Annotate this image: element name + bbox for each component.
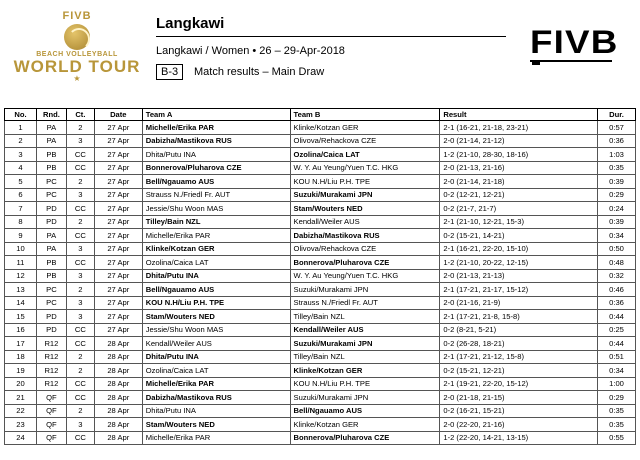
title-divider bbox=[156, 36, 506, 37]
cell-date: 27 Apr bbox=[94, 161, 142, 175]
cell-duration: 1:00 bbox=[598, 377, 636, 391]
cell-duration: 0:44 bbox=[598, 337, 636, 351]
table-row bbox=[5, 134, 636, 148]
cell-duration: 0:57 bbox=[598, 121, 636, 135]
cell-result: 2-1 (21-10, 12-21, 15-3) bbox=[440, 215, 598, 229]
cell-team-a: Tilley/Bain NZL bbox=[142, 215, 290, 229]
cell-team-a: Michelle/Erika PAR bbox=[142, 121, 290, 135]
cell-result: 2-0 (21-13, 21-16) bbox=[440, 161, 598, 175]
col-header-date: Date bbox=[94, 109, 142, 121]
cell-date: 27 Apr bbox=[94, 215, 142, 229]
cell-round: QF bbox=[36, 431, 66, 445]
cell-duration: 0:32 bbox=[598, 269, 636, 283]
table-row bbox=[5, 323, 636, 337]
cell-date: 27 Apr bbox=[94, 229, 142, 243]
cell-match-number: 20 bbox=[5, 377, 37, 391]
cell-team-b: W. Y. Au Yeung/Yuen T.C. HKG bbox=[290, 161, 440, 175]
table-row bbox=[5, 391, 636, 405]
cell-duration: 0:29 bbox=[598, 391, 636, 405]
col-header-result: Result bbox=[440, 109, 598, 121]
cell-result: 2-0 (21-13, 21-13) bbox=[440, 269, 598, 283]
cell-round: PA bbox=[36, 229, 66, 243]
cell-duration: 0:46 bbox=[598, 283, 636, 297]
cell-court: 2 bbox=[66, 121, 94, 135]
cell-team-b: Bonnerova/Pluharova CZE bbox=[290, 431, 440, 445]
cell-duration: 0:35 bbox=[598, 404, 636, 418]
cell-round: PB bbox=[36, 269, 66, 283]
cell-match-number: 24 bbox=[5, 431, 37, 445]
cell-match-number: 7 bbox=[5, 202, 37, 216]
cell-result: 0-2 (26-28, 18-21) bbox=[440, 337, 598, 351]
cell-duration: 1:03 bbox=[598, 148, 636, 162]
cell-date: 28 Apr bbox=[94, 418, 142, 432]
cell-team-b: Bell/Ngauamo AUS bbox=[290, 404, 440, 418]
cell-result: 2-1 (19-21, 22-20, 15-12) bbox=[440, 377, 598, 391]
cell-court: 3 bbox=[66, 296, 94, 310]
cell-result: 2-0 (22-20, 21-16) bbox=[440, 418, 598, 432]
cell-result: 1-2 (21-10, 20-22, 12-15) bbox=[440, 256, 598, 270]
cell-date: 27 Apr bbox=[94, 256, 142, 270]
cell-team-a: Michelle/Erika PAR bbox=[142, 377, 290, 391]
cell-duration: 0:39 bbox=[598, 215, 636, 229]
cell-round: PD bbox=[36, 202, 66, 216]
cell-match-number: 1 bbox=[5, 121, 37, 135]
cell-duration: 0:24 bbox=[598, 202, 636, 216]
cell-result: 2-1 (17-21, 21-12, 15-8) bbox=[440, 350, 598, 364]
volleyball-icon bbox=[64, 24, 90, 50]
table-row bbox=[5, 215, 636, 229]
cell-team-a: Dhita/Putu INA bbox=[142, 269, 290, 283]
cell-result: 0-2 (15-21, 14-21) bbox=[440, 229, 598, 243]
table-row bbox=[5, 256, 636, 270]
cell-team-b: Kendall/Weiler AUS bbox=[290, 323, 440, 337]
cell-match-number: 17 bbox=[5, 337, 37, 351]
cell-court: 2 bbox=[66, 175, 94, 189]
cell-team-b: Suzuki/Murakami JPN bbox=[290, 188, 440, 202]
cell-team-a: Ozolina/Caica LAT bbox=[142, 256, 290, 270]
page-title: Langkawi bbox=[156, 15, 225, 32]
table-row bbox=[5, 121, 636, 135]
fivb-logo-mark bbox=[532, 62, 540, 65]
cell-team-b: Kendall/Weiler AUS bbox=[290, 215, 440, 229]
cell-team-b: Olivova/Rehackova CZE bbox=[290, 242, 440, 256]
cell-match-number: 22 bbox=[5, 404, 37, 418]
cell-team-a: Michelle/Erika PAR bbox=[142, 431, 290, 445]
col-header-team-a: Team A bbox=[142, 109, 290, 121]
cell-duration: 0:34 bbox=[598, 229, 636, 243]
cell-team-b: Suzuki/Murakami JPN bbox=[290, 337, 440, 351]
cell-result: 2-1 (17-21, 21-17, 15-12) bbox=[440, 283, 598, 297]
cell-court: CC bbox=[66, 337, 94, 351]
cell-round: PC bbox=[36, 283, 66, 297]
table-row bbox=[5, 418, 636, 432]
cell-team-a: Dhita/Putu INA bbox=[142, 404, 290, 418]
cell-court: CC bbox=[66, 161, 94, 175]
cell-court: 2 bbox=[66, 404, 94, 418]
cell-team-a: Michelle/Erika PAR bbox=[142, 229, 290, 243]
cell-result: 0-2 (12-21, 12-21) bbox=[440, 188, 598, 202]
cell-duration: 0:36 bbox=[598, 296, 636, 310]
cell-match-number: 3 bbox=[5, 148, 37, 162]
table-row bbox=[5, 404, 636, 418]
table-row bbox=[5, 161, 636, 175]
cell-court: 3 bbox=[66, 310, 94, 324]
beach-volleyball-world-tour-logo bbox=[6, 10, 148, 92]
cell-round: R12 bbox=[36, 364, 66, 378]
col-header-round: Rnd. bbox=[36, 109, 66, 121]
cell-match-number: 21 bbox=[5, 391, 37, 405]
cell-round: PB bbox=[36, 148, 66, 162]
cell-match-number: 8 bbox=[5, 215, 37, 229]
cell-round: PC bbox=[36, 175, 66, 189]
table-row bbox=[5, 350, 636, 364]
cell-match-number: 12 bbox=[5, 269, 37, 283]
cell-team-b: Suzuki/Murakami JPN bbox=[290, 283, 440, 297]
cell-team-b: Stam/Wouters NED bbox=[290, 202, 440, 216]
cell-match-number: 18 bbox=[5, 350, 37, 364]
cell-round: PD bbox=[36, 310, 66, 324]
cell-result: 1-2 (22-20, 14-21, 13-15) bbox=[440, 431, 598, 445]
table-row bbox=[5, 202, 636, 216]
table-row bbox=[5, 377, 636, 391]
cell-match-number: 10 bbox=[5, 242, 37, 256]
table-row bbox=[5, 242, 636, 256]
cell-team-a: Bell/Ngauamo AUS bbox=[142, 283, 290, 297]
cell-date: 27 Apr bbox=[94, 188, 142, 202]
cell-date: 28 Apr bbox=[94, 350, 142, 364]
cell-date: 27 Apr bbox=[94, 296, 142, 310]
cell-team-b: Tilley/Bain NZL bbox=[290, 350, 440, 364]
cell-round: PA bbox=[36, 121, 66, 135]
cell-date: 28 Apr bbox=[94, 431, 142, 445]
table-row bbox=[5, 188, 636, 202]
table-row bbox=[5, 148, 636, 162]
cell-team-a: Jessie/Shu Woon MAS bbox=[142, 323, 290, 337]
table-row bbox=[5, 364, 636, 378]
cell-result: 0-2 (21-7, 21-7) bbox=[440, 202, 598, 216]
cell-court: CC bbox=[66, 377, 94, 391]
cell-team-b: W. Y. Au Yeung/Yuen T.C. HKG bbox=[290, 269, 440, 283]
cell-match-number: 5 bbox=[5, 175, 37, 189]
cell-court: CC bbox=[66, 202, 94, 216]
cell-team-a: KOU N.H/Liu P.H. TPE bbox=[142, 296, 290, 310]
cell-court: CC bbox=[66, 256, 94, 270]
cell-date: 27 Apr bbox=[94, 175, 142, 189]
cell-round: PB bbox=[36, 256, 66, 270]
cell-date: 27 Apr bbox=[94, 242, 142, 256]
col-header-no: No. bbox=[5, 109, 37, 121]
cell-team-b: Olivova/Rehackova CZE bbox=[290, 134, 440, 148]
cell-duration: 0:48 bbox=[598, 256, 636, 270]
cell-round: PA bbox=[36, 134, 66, 148]
cell-result: 2-0 (21-14, 21-12) bbox=[440, 134, 598, 148]
cell-team-a: Dabizha/Mastikova RUS bbox=[142, 391, 290, 405]
cell-court: 2 bbox=[66, 350, 94, 364]
cell-date: 28 Apr bbox=[94, 391, 142, 405]
cell-round: PC bbox=[36, 296, 66, 310]
fivb-logo-underline bbox=[530, 60, 612, 62]
cell-date: 27 Apr bbox=[94, 323, 142, 337]
cell-result: 2-0 (21-18, 21-15) bbox=[440, 391, 598, 405]
logo-fivb-text: FIVB bbox=[62, 10, 92, 22]
cell-duration: 0:39 bbox=[598, 175, 636, 189]
cell-duration: 0:25 bbox=[598, 323, 636, 337]
cell-date: 28 Apr bbox=[94, 404, 142, 418]
cell-team-a: Bonnerova/Pluharova CZE bbox=[142, 161, 290, 175]
cell-result: 1-2 (21-10, 28-30, 18-16) bbox=[440, 148, 598, 162]
logo-line1: BEACH VOLLEYBALL bbox=[36, 51, 118, 58]
cell-team-b: Bonnerova/Pluharova CZE bbox=[290, 256, 440, 270]
cell-result: 0-2 (15-21, 12-21) bbox=[440, 364, 598, 378]
cell-match-number: 19 bbox=[5, 364, 37, 378]
cell-team-b: Klinke/Kotzan GER bbox=[290, 418, 440, 432]
cell-team-b: Dabizha/Mastikova RUS bbox=[290, 229, 440, 243]
table-header-row bbox=[5, 109, 636, 121]
table-row bbox=[5, 229, 636, 243]
cell-team-a: Stam/Wouters NED bbox=[142, 310, 290, 324]
cell-round: R12 bbox=[36, 350, 66, 364]
table-row bbox=[5, 269, 636, 283]
cell-match-number: 15 bbox=[5, 310, 37, 324]
cell-team-b: Klinke/Kotzan GER bbox=[290, 364, 440, 378]
cell-result: 2-1 (16-21, 22-20, 15-10) bbox=[440, 242, 598, 256]
cell-date: 28 Apr bbox=[94, 364, 142, 378]
document-description: Match results – Main Draw bbox=[194, 66, 325, 78]
cell-team-b: Klinke/Kotzan GER bbox=[290, 121, 440, 135]
col-header-team-b: Team B bbox=[290, 109, 440, 121]
event-subtitle: Langkawi / Women • 26 – 29-Apr-2018 bbox=[156, 45, 345, 57]
cell-match-number: 16 bbox=[5, 323, 37, 337]
cell-duration: 0:35 bbox=[598, 161, 636, 175]
cell-match-number: 11 bbox=[5, 256, 37, 270]
cell-round: PD bbox=[36, 215, 66, 229]
cell-team-a: Ozolina/Caica LAT bbox=[142, 364, 290, 378]
cell-round: PB bbox=[36, 161, 66, 175]
cell-team-b: KOU N.H/Liu P.H. TPE bbox=[290, 175, 440, 189]
fivb-logo: FIVB bbox=[530, 24, 619, 60]
cell-result: 2-1 (16-21, 21-18, 23-21) bbox=[440, 121, 598, 135]
cell-duration: 0:44 bbox=[598, 310, 636, 324]
table-row bbox=[5, 296, 636, 310]
cell-match-number: 14 bbox=[5, 296, 37, 310]
table-row bbox=[5, 175, 636, 189]
cell-court: 3 bbox=[66, 242, 94, 256]
cell-date: 27 Apr bbox=[94, 134, 142, 148]
cell-round: PD bbox=[36, 323, 66, 337]
cell-duration: 0:55 bbox=[598, 431, 636, 445]
cell-court: CC bbox=[66, 391, 94, 405]
col-header-duration: Dur. bbox=[598, 109, 636, 121]
cell-team-b: Ozolina/Caica LAT bbox=[290, 148, 440, 162]
cell-result: 2-0 (21-16, 21-9) bbox=[440, 296, 598, 310]
cell-team-b: KOU N.H/Liu P.H. TPE bbox=[290, 377, 440, 391]
cell-result: 2-0 (21-14, 21-18) bbox=[440, 175, 598, 189]
cell-match-number: 9 bbox=[5, 229, 37, 243]
logo-line2: WORLD TOUR bbox=[13, 57, 141, 76]
cell-date: 27 Apr bbox=[94, 283, 142, 297]
cell-team-a: Dhita/Putu INA bbox=[142, 148, 290, 162]
cell-team-a: Kendall/Weiler AUS bbox=[142, 337, 290, 351]
cell-team-a: Stam/Wouters NED bbox=[142, 418, 290, 432]
cell-court: CC bbox=[66, 229, 94, 243]
cell-court: 2 bbox=[66, 283, 94, 297]
cell-court: CC bbox=[66, 148, 94, 162]
cell-duration: 0:35 bbox=[598, 418, 636, 432]
cell-date: 27 Apr bbox=[94, 202, 142, 216]
cell-round: QF bbox=[36, 391, 66, 405]
cell-date: 27 Apr bbox=[94, 121, 142, 135]
cell-round: PC bbox=[36, 188, 66, 202]
cell-duration: 0:34 bbox=[598, 364, 636, 378]
cell-duration: 0:51 bbox=[598, 350, 636, 364]
cell-result: 0-2 (8-21, 5-21) bbox=[440, 323, 598, 337]
cell-team-a: Strauss N./Friedl Fr. AUT bbox=[142, 188, 290, 202]
cell-court: 3 bbox=[66, 188, 94, 202]
cell-result: 2-1 (17-21, 21-8, 15-8) bbox=[440, 310, 598, 324]
table-row bbox=[5, 337, 636, 351]
cell-match-number: 4 bbox=[5, 161, 37, 175]
cell-team-a: Klinke/Kotzan GER bbox=[142, 242, 290, 256]
document-code: B-3 bbox=[156, 64, 183, 80]
cell-duration: 0:50 bbox=[598, 242, 636, 256]
cell-round: R12 bbox=[36, 377, 66, 391]
cell-date: 28 Apr bbox=[94, 337, 142, 351]
cell-round: QF bbox=[36, 418, 66, 432]
cell-court: 3 bbox=[66, 134, 94, 148]
cell-round: QF bbox=[36, 404, 66, 418]
cell-team-a: Dhita/Putu INA bbox=[142, 350, 290, 364]
table-row bbox=[5, 431, 636, 445]
cell-duration: 0:29 bbox=[598, 188, 636, 202]
cell-court: 3 bbox=[66, 418, 94, 432]
col-header-court: Ct. bbox=[66, 109, 94, 121]
match-results-table bbox=[4, 108, 636, 445]
cell-duration: 0:36 bbox=[598, 134, 636, 148]
cell-result: 0-2 (16-21, 15-21) bbox=[440, 404, 598, 418]
cell-round: PA bbox=[36, 242, 66, 256]
cell-court: CC bbox=[66, 431, 94, 445]
cell-date: 28 Apr bbox=[94, 377, 142, 391]
cell-match-number: 6 bbox=[5, 188, 37, 202]
cell-team-a: Bell/Ngauamo AUS bbox=[142, 175, 290, 189]
table-row bbox=[5, 310, 636, 324]
cell-team-b: Strauss N./Friedl Fr. AUT bbox=[290, 296, 440, 310]
cell-court: 3 bbox=[66, 269, 94, 283]
cell-match-number: 23 bbox=[5, 418, 37, 432]
cell-team-a: Jessie/Shu Woon MAS bbox=[142, 202, 290, 216]
cell-date: 27 Apr bbox=[94, 148, 142, 162]
star-icon: ★ bbox=[73, 74, 81, 83]
cell-match-number: 13 bbox=[5, 283, 37, 297]
cell-team-b: Tilley/Bain NZL bbox=[290, 310, 440, 324]
cell-date: 27 Apr bbox=[94, 310, 142, 324]
cell-court: CC bbox=[66, 323, 94, 337]
table-row bbox=[5, 283, 636, 297]
cell-round: R12 bbox=[36, 337, 66, 351]
cell-date: 27 Apr bbox=[94, 269, 142, 283]
cell-court: 2 bbox=[66, 215, 94, 229]
cell-team-a: Dabizha/Mastikova RUS bbox=[142, 134, 290, 148]
cell-match-number: 2 bbox=[5, 134, 37, 148]
cell-court: 2 bbox=[66, 364, 94, 378]
cell-team-b: Suzuki/Murakami JPN bbox=[290, 391, 440, 405]
